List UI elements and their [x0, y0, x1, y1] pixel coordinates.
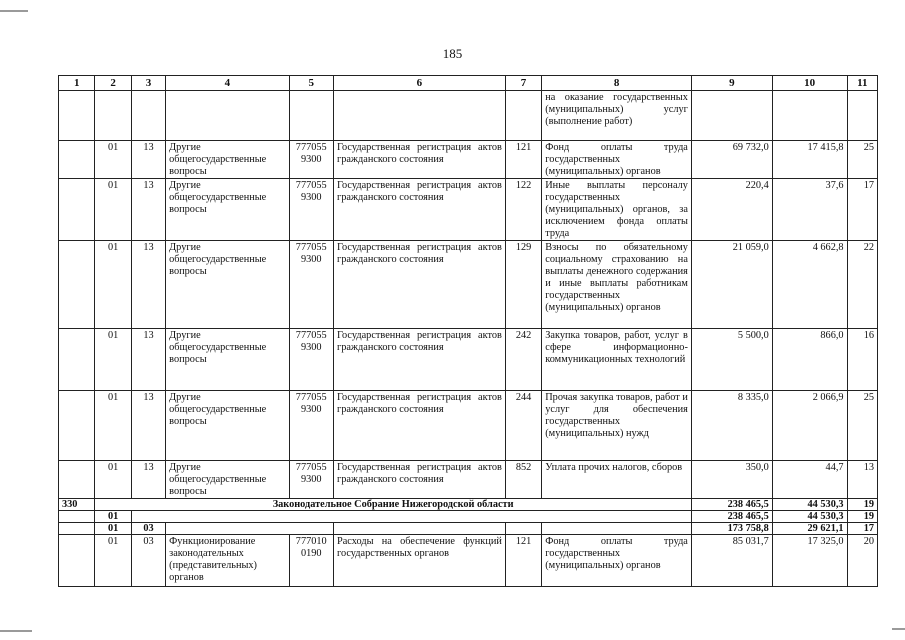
col-header: 11	[847, 76, 877, 91]
plan-value: 8 335,0	[691, 391, 772, 461]
table-row	[59, 329, 878, 391]
target-article-name: Государственная регистрация актов гражданского состояния	[333, 329, 505, 391]
actual-value: 29 621,1	[772, 523, 847, 535]
org-name: Законодательное Собрание Нижегородской области	[95, 499, 692, 511]
col-header: 2	[95, 76, 131, 91]
percent-value: 13	[847, 461, 877, 499]
col-header: 10	[772, 76, 847, 91]
budget-table	[58, 75, 878, 587]
table-row	[59, 91, 878, 141]
section-code: 01	[95, 535, 131, 587]
plan-value: 85 031,7	[691, 535, 772, 587]
actual-value: 37,6	[772, 179, 847, 241]
subsection-code: 13	[131, 329, 165, 391]
percent-value: 20	[847, 535, 877, 587]
header-row	[59, 76, 878, 91]
percent-value: 17	[847, 179, 877, 241]
org-total-row	[59, 499, 878, 511]
subsection-code: 03	[131, 523, 165, 535]
target-article-name: Расходы на обеспечение функций государственных органов	[333, 535, 505, 587]
col-header: 5	[289, 76, 333, 91]
table-row	[59, 179, 878, 241]
percent-value: 22	[847, 241, 877, 329]
col-header: 8	[542, 76, 692, 91]
target-article: 777055 9300	[289, 461, 333, 499]
plan-value: 238 465,5	[691, 499, 772, 511]
expense-code: 244	[505, 391, 541, 461]
subsection-code: 13	[131, 241, 165, 329]
target-article-name: Государственная регистрация актов гражданского состояния	[333, 391, 505, 461]
expense-type: Иные выплаты персоналу государственных (муниципальных) органов, за исключением фонда оплаты труда	[542, 179, 692, 241]
actual-value: 866,0	[772, 329, 847, 391]
expense-type: Фонд оплаты труда государственных (муниципальных) органов	[542, 141, 692, 179]
section-code: 01	[95, 511, 131, 523]
col-header: 1	[59, 76, 95, 91]
plan-value: 173 758,8	[691, 523, 772, 535]
subsection-name: Функционирование законодательных (представительных) органов	[166, 535, 289, 587]
col-header: 9	[691, 76, 772, 91]
col-header: 3	[131, 76, 165, 91]
subsection-name: Другие общегосударственные вопросы	[166, 141, 289, 179]
plan-value: 350,0	[691, 461, 772, 499]
target-article: 777055 9300	[289, 329, 333, 391]
scan-artifact-bottom-right	[892, 628, 905, 630]
scan-artifact-bottom-left	[0, 630, 32, 632]
subsection-code: 13	[131, 461, 165, 499]
table-row	[59, 241, 878, 329]
section-code: 01	[95, 461, 131, 499]
plan-value: 5 500,0	[691, 329, 772, 391]
subsection-code: 03	[131, 535, 165, 587]
col-header: 4	[166, 76, 289, 91]
percent-value: 17	[847, 523, 877, 535]
percent-value: 19	[847, 511, 877, 523]
actual-value: 4 662,8	[772, 241, 847, 329]
col-header: 7	[505, 76, 541, 91]
actual-value: 44 530,3	[772, 499, 847, 511]
subsection-name: Другие общегосударственные вопросы	[166, 179, 289, 241]
subsection-code: 13	[131, 179, 165, 241]
plan-value: 238 465,5	[691, 511, 772, 523]
target-article-name: Государственная регистрация актов гражданского состояния	[333, 241, 505, 329]
expense-code: 121	[505, 535, 541, 587]
percent-value: 19	[847, 499, 877, 511]
section-code: 01	[95, 179, 131, 241]
actual-value: 17 325,0	[772, 535, 847, 587]
page-number: 185	[442, 46, 463, 61]
target-article: 777055 9300	[289, 391, 333, 461]
table-row	[59, 141, 878, 179]
percent-value: 25	[847, 391, 877, 461]
table-row	[59, 391, 878, 461]
target-article-name: Государственная регистрация актов гражданского состояния	[333, 141, 505, 179]
subsection-name: Другие общегосударственные вопросы	[166, 329, 289, 391]
section-code: 01	[95, 241, 131, 329]
table-row	[59, 535, 878, 587]
scan-artifact-top-left	[0, 10, 28, 12]
target-article-name: Государственная регистрация актов гражданского состояния	[333, 179, 505, 241]
expense-type: Закупка товаров, работ, услуг в сфере информационно-коммуникационных технологий	[542, 329, 692, 391]
expense-type: Уплата прочих налогов, сборов	[542, 461, 692, 499]
expense-type: Взносы по обязательному социальному страхованию на выплаты денежного содержания и иные выплаты работникам государственных (муниципальных) органов	[542, 241, 692, 329]
section-code: 01	[95, 391, 131, 461]
subsection-total-row	[59, 523, 878, 535]
target-article: 777055 9300	[289, 179, 333, 241]
subsection-code: 13	[131, 141, 165, 179]
expense-code: 122	[505, 179, 541, 241]
actual-value: 2 066,9	[772, 391, 847, 461]
expense-type: на оказание государственных (муниципальных) услуг (выполнение работ)	[542, 91, 692, 141]
percent-value: 25	[847, 141, 877, 179]
expense-code: 129	[505, 241, 541, 329]
actual-value: 44,7	[772, 461, 847, 499]
actual-value: 17 415,8	[772, 141, 847, 179]
subsection-name: Другие общегосударственные вопросы	[166, 461, 289, 499]
section-code: 01	[95, 523, 131, 535]
percent-value: 16	[847, 329, 877, 391]
section-total-row	[59, 511, 878, 523]
col-header: 6	[333, 76, 505, 91]
expense-type: Прочая закупка товаров, работ и услуг для обеспечения государственных (муниципальных) нужд	[542, 391, 692, 461]
subsection-name: Другие общегосударственные вопросы	[166, 241, 289, 329]
target-article: 777055 9300	[289, 141, 333, 179]
actual-value: 44 530,3	[772, 511, 847, 523]
plan-value: 220,4	[691, 179, 772, 241]
plan-value: 69 732,0	[691, 141, 772, 179]
expense-code: 852	[505, 461, 541, 499]
target-article: 777010 0190	[289, 535, 333, 587]
org-code: 330	[59, 499, 95, 511]
section-code: 01	[95, 141, 131, 179]
subsection-name: Другие общегосударственные вопросы	[166, 391, 289, 461]
target-article: 777055 9300	[289, 241, 333, 329]
table-row	[59, 461, 878, 499]
expense-code: 121	[505, 141, 541, 179]
plan-value: 21 059,0	[691, 241, 772, 329]
target-article-name: Государственная регистрация актов гражданского состояния	[333, 461, 505, 499]
expense-type: Фонд оплаты труда государственных (муниципальных) органов	[542, 535, 692, 587]
expense-code: 242	[505, 329, 541, 391]
section-code: 01	[95, 329, 131, 391]
subsection-code: 13	[131, 391, 165, 461]
